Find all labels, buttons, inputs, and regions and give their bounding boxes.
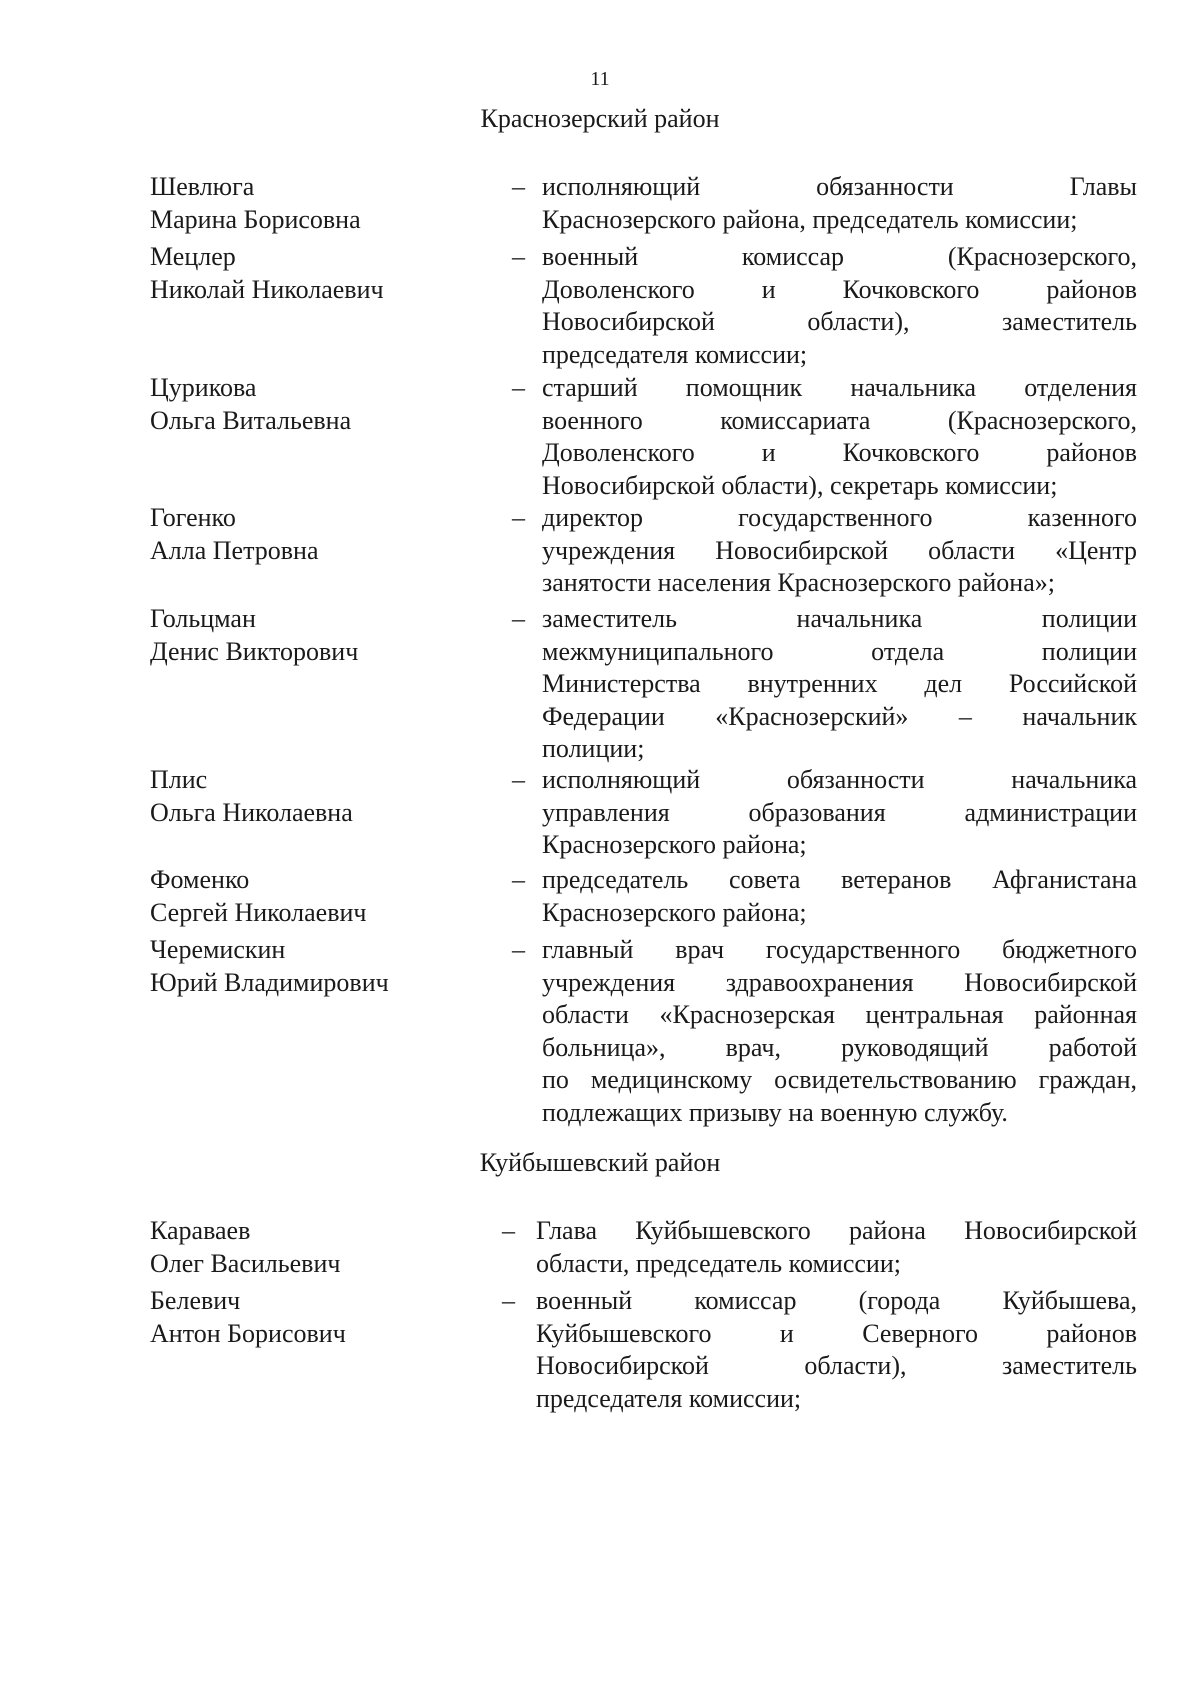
member-given-names: Марина Борисовна [150, 204, 361, 234]
member-surname: Шевлюга [150, 172, 255, 201]
member-surname: Белевич [150, 1286, 241, 1315]
section-title-krasnozersky: Краснозерский район [480, 104, 720, 133]
position-line: директор государственного казенного [542, 503, 1137, 532]
position-line: военного комиссариата (Краснозерского, [542, 405, 1137, 435]
position-line: исполняющий обязанности Главы [542, 172, 1137, 201]
dash: – [512, 172, 525, 201]
member-name [150, 372, 490, 437]
dash: – [502, 1216, 515, 1245]
position-line: исполняющий обязанности начальника [542, 765, 1137, 794]
dash: – [512, 935, 525, 964]
member-name [150, 1285, 490, 1350]
dash: – [512, 242, 525, 271]
member-name [150, 764, 490, 829]
position-line: Федерации «Краснозерский» – начальник [542, 701, 1137, 731]
member-given-names: Николай Николаевич [150, 274, 384, 304]
member-position [536, 1285, 1137, 1415]
section-title-kuibyshevsky: Куйбышевский район [479, 1148, 721, 1177]
member-given-names: Антон Борисович [150, 1318, 346, 1348]
dash: – [502, 1286, 515, 1315]
member-surname: Цурикова [150, 373, 257, 402]
position-line: Глава Куйбышевского района Новосибирской [536, 1216, 1137, 1245]
member-given-names: Ольга Витальевна [150, 405, 352, 435]
position-line: учреждения здравоохранения Новосибирской [542, 967, 1137, 997]
member-given-names: Юрий Владимирович [150, 967, 389, 997]
member-position [542, 864, 1137, 929]
member-given-names: Денис Викторович [150, 636, 359, 666]
member-position [542, 372, 1137, 502]
position-line: полиции; [542, 734, 645, 763]
position-line: военный комиссар (Краснозерского, [542, 242, 1137, 271]
position-line: Доволенского и Кочковского районов [542, 438, 1137, 467]
dash: – [512, 373, 525, 402]
position-line: учреждения Новосибирской области «Центр [542, 535, 1137, 565]
member-given-names: Ольга Николаевна [150, 797, 353, 827]
position-line: Новосибирской области), заместитель [542, 307, 1137, 336]
member-position [542, 764, 1137, 862]
member-given-names: Олег Васильевич [150, 1248, 341, 1278]
member-surname: Фоменко [150, 865, 250, 894]
position-line: Куйбышевского и Северного районов [536, 1318, 1137, 1348]
page-number: 11 [590, 68, 610, 90]
member-name [150, 171, 490, 236]
member-name [150, 241, 490, 306]
position-line: Новосибирской области), секретарь комиссии; [542, 470, 1058, 500]
member-name [150, 934, 490, 999]
dash: – [512, 865, 525, 894]
member-position [542, 241, 1137, 371]
position-line: военный комиссар (города Куйбышева, [536, 1286, 1137, 1315]
position-line: больница», врач, руководящий работой [542, 1032, 1137, 1062]
member-given-names: Алла Петровна [150, 535, 319, 565]
position-line: по медицинскому освидетельствованию граждан, [542, 1065, 1137, 1094]
position-line: Краснозерского района; [542, 897, 807, 927]
position-line: занятости населения Краснозерского района»; [542, 568, 1055, 597]
member-surname: Караваев [150, 1216, 251, 1245]
member-position [542, 171, 1137, 236]
dash: – [512, 503, 525, 532]
member-surname: Гольцман [150, 604, 256, 633]
position-line: Министерства внутренних дел Российской [542, 669, 1137, 698]
member-surname: Плис [150, 765, 208, 794]
position-line: подлежащих призыву на военную службу. [542, 1097, 1008, 1127]
position-line: главный врач государственного бюджетного [542, 935, 1137, 964]
position-line: Новосибирской области), заместитель [536, 1351, 1137, 1380]
member-position [542, 603, 1137, 766]
member-name [150, 1215, 490, 1280]
position-line: председатель совета ветеранов Афганистана [542, 865, 1137, 894]
position-line: управления образования администрации [542, 797, 1137, 827]
member-name [150, 864, 490, 929]
member-name [150, 502, 490, 567]
position-line: Доволенского и Кочковского районов [542, 274, 1137, 304]
member-given-names: Сергей Николаевич [150, 897, 367, 927]
member-surname: Гогенко [150, 503, 236, 532]
position-line: области «Краснозерская центральная районная [542, 1000, 1137, 1029]
position-line: председателя комиссии; [542, 339, 808, 369]
member-position [542, 934, 1137, 1129]
position-line: Краснозерского района; [542, 830, 807, 859]
member-position [542, 502, 1137, 600]
position-line: межмуниципального отдела полиции [542, 636, 1137, 666]
member-name [150, 603, 490, 668]
position-line: старший помощник начальника отделения [542, 373, 1137, 402]
dash: – [512, 604, 525, 633]
position-line: председателя комиссии; [536, 1383, 802, 1413]
dash: – [512, 765, 525, 794]
position-line: области, председатель комиссии; [536, 1248, 901, 1278]
member-surname: Мецлер [150, 242, 236, 271]
position-line: Краснозерского района, председатель комиссии; [542, 204, 1078, 234]
position-line: заместитель начальника полиции [542, 604, 1137, 633]
member-position [536, 1215, 1137, 1280]
member-surname: Черемискин [150, 935, 286, 964]
